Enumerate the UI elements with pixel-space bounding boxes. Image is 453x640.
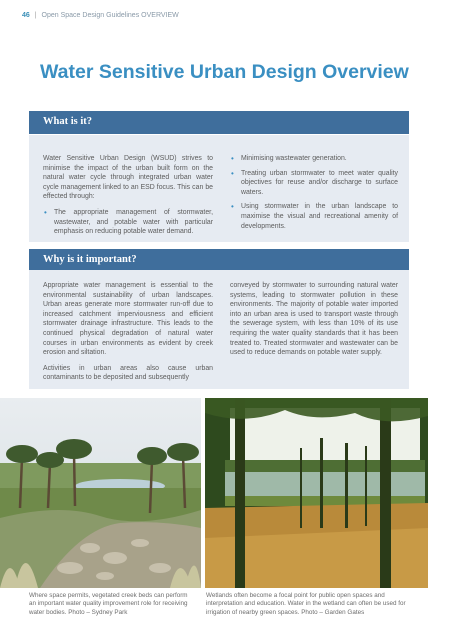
what-bullet: • Minimising wastewater generation. [230,154,398,164]
what-right-column [230,154,398,236]
why-paragraph: conveyed by stormwater to surrounding natural water systems, leading to stormwater pollution in these environments. The majority of potable water imported into an urban area is used to transport waste through the sewerage system, with less than 10% of its use requiring the water quality standards that it has been treated to. Treated stormwater and wastewater can be used to reduce demands on potable water supply. [230,282,398,357]
what-bullet: • Using stormwater in the urban landscape to maximise the visual and recreational amenity of developments. [230,202,398,231]
section-bar-what [29,111,409,134]
section-heading-why: Why is it important? [43,254,137,265]
section-bar-why [29,249,409,272]
why-left-column [43,281,213,389]
what-left-column [43,154,213,242]
header-separator: | [34,12,37,19]
creek-bed-photo [0,398,201,588]
why-right-column [230,281,398,364]
section-name: OVERVIEW [141,12,179,19]
running-header [22,12,179,19]
why-paragraph: Appropriate water management is essential to the environmental sustainability of urban landscapes. Urban areas generate more stormwater run-off due to increased catchment imperviousness and efficient stormwater drainage infrastructure. This leads to the continued physical degradation of natural water courses in urban environments as evident by creek erosion and siltation. [43,282,213,357]
page-number: 46 [22,12,30,19]
wetland-caption: Wetlands often become a focal point for public open spaces and interpretation and education. Water in the wetland can often be used for irrigation of nearby green spaces. Photo – Garden Gates [206,592,406,616]
what-bullet: • The appropriate management of stormwater, wastewater, and potable water with particular emphasis on reducing potable water demand. [43,208,213,237]
what-intro: Water Sensitive Urban Design (WSUD) strives to minimise the impact of the urban built form on the natural water cycle through integrated urban water cycle management linked to an ESD focus. This can be effected through: [43,155,213,201]
what-bullet: • Treating urban stormwater to meet water quality objectives for reuse and/or discharge to surface waters. [230,169,398,198]
wetland-photo [205,398,428,588]
section-heading-what: What is it? [43,116,93,127]
why-paragraph: Activities in urban areas also cause urban contaminants to be deposited and subsequently [43,364,213,382]
creek-bed-caption: Where space permits, vegetated creek beds can perform an important water quality improvement role for receiving water bodies. Photo – Sydney Park [29,592,188,616]
page-title: Water Sensitive Urban Design Overview [40,61,409,83]
publication-name: Open Space Design Guidelines [41,12,140,19]
